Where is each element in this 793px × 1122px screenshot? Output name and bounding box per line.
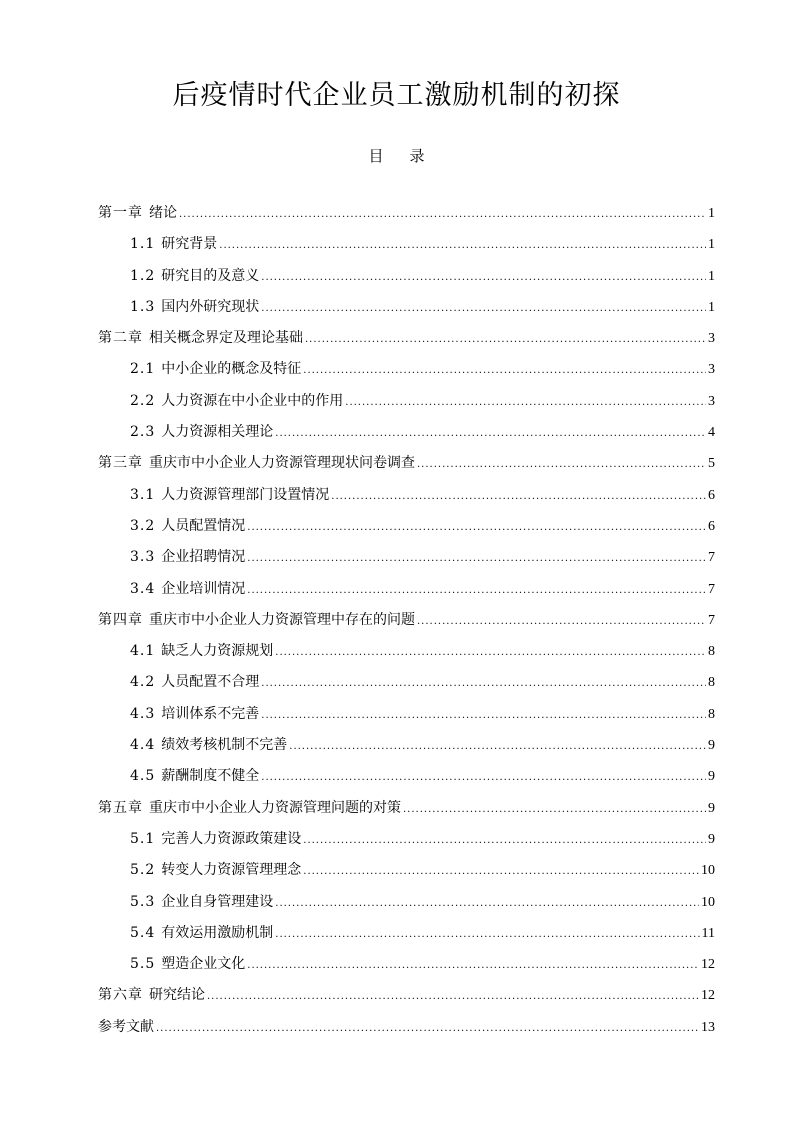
dot-leader xyxy=(331,481,706,512)
toc-page-number: 7 xyxy=(708,550,715,566)
toc-entry-label xyxy=(130,229,217,260)
toc-entry-number: 第四章 xyxy=(98,611,143,628)
toc-page-number: 5 xyxy=(708,456,715,472)
dot-leader xyxy=(417,449,706,480)
toc-page-number: 12 xyxy=(701,957,715,973)
dot-leader xyxy=(275,919,699,950)
toc-entry-number: 第二章 xyxy=(98,330,143,347)
toc-entry-label xyxy=(130,386,343,417)
toc-entry-label xyxy=(130,511,245,542)
dot-leader xyxy=(403,794,706,825)
toc-entry-title: 相关概念界定及理论基础 xyxy=(149,330,303,347)
toc-section-entry[interactable] xyxy=(98,730,715,761)
toc-chapter-entry[interactable] xyxy=(98,198,715,229)
toc-entry-title: 人力资源在中小企业中的作用 xyxy=(161,392,344,409)
toc-entry-number: 4.5 xyxy=(130,768,156,785)
toc-page-number: 9 xyxy=(708,831,715,847)
toc-page-number: 1 xyxy=(708,299,715,315)
toc-section-entry[interactable] xyxy=(98,949,715,980)
toc-entry-label xyxy=(98,1012,154,1043)
toc-entry-title: 重庆市中小企业人力资源管理现状问卷调查 xyxy=(149,455,415,472)
toc-entry-number: 3.3 xyxy=(130,549,156,566)
toc-entry-number: 4.1 xyxy=(130,643,156,660)
dot-leader xyxy=(261,293,706,324)
dot-leader xyxy=(261,762,706,793)
toc-section-entry[interactable] xyxy=(98,761,715,792)
toc-entry-label xyxy=(130,949,245,980)
toc-page-number: 12 xyxy=(701,988,715,1004)
toc-entry-label xyxy=(130,761,259,792)
dot-leader xyxy=(275,888,699,919)
toc-page-number: 8 xyxy=(708,644,715,660)
toc-entry-label xyxy=(130,480,329,511)
toc-entry-number: 4.4 xyxy=(130,737,156,754)
dot-leader xyxy=(303,825,706,856)
toc-entry-label xyxy=(130,354,301,385)
toc-entry-number: 1.3 xyxy=(130,298,156,315)
toc-entry-label xyxy=(130,292,259,323)
toc-entry-title: 薪酬制度不健全 xyxy=(161,768,260,785)
toc-page-number: 7 xyxy=(708,612,715,628)
toc-page-number: 13 xyxy=(701,1019,715,1035)
toc-entry-title: 企业招聘情况 xyxy=(161,549,246,566)
toc-section-entry[interactable] xyxy=(98,887,715,918)
toc-section-entry[interactable] xyxy=(98,229,715,260)
toc-page-number: 6 xyxy=(708,518,715,534)
toc-entry-number: 2.2 xyxy=(130,392,156,409)
toc-entry-title: 中小企业的概念及特征 xyxy=(161,361,302,378)
toc-section-entry[interactable] xyxy=(98,542,715,573)
toc-entry-title: 人员配置情况 xyxy=(161,517,246,534)
toc-entry-label xyxy=(98,448,415,479)
toc-entry-title: 培训体系不完善 xyxy=(161,705,260,722)
toc-page-number: 8 xyxy=(708,675,715,691)
toc-entry-title: 企业自身管理建设 xyxy=(161,893,274,910)
toc-entry-label xyxy=(130,730,287,761)
dot-leader xyxy=(156,1013,699,1044)
toc-entry-title: 人力资源管理部门设置情况 xyxy=(161,486,330,503)
toc-entry-title: 研究结论 xyxy=(149,987,205,1004)
toc-page-number: 10 xyxy=(701,894,715,910)
toc-entry-number: 2.1 xyxy=(130,361,156,378)
toc-entry-number: 2.3 xyxy=(130,424,156,441)
toc-entry-title: 绪论 xyxy=(149,205,177,221)
toc-entry-title: 完善人力资源政策建设 xyxy=(161,830,302,847)
toc-entry-label xyxy=(130,417,273,448)
toc-entry-title: 有效运用激励机制 xyxy=(161,924,274,941)
toc-entry-title: 国内外研究现状 xyxy=(161,298,260,315)
toc-page-number: 1 xyxy=(708,206,715,221)
toc-page-number: 3 xyxy=(708,393,715,409)
toc-section-entry[interactable] xyxy=(98,417,715,448)
toc-entry-number: 3.4 xyxy=(130,580,156,597)
toc-entry-number: 4.2 xyxy=(130,674,156,691)
toc-entry-label xyxy=(130,542,245,573)
toc-section-entry[interactable] xyxy=(98,354,715,385)
toc-entry-label xyxy=(130,887,273,918)
toc-entry-number: 1.1 xyxy=(130,236,156,253)
toc-entry-title: 缺乏人力资源规划 xyxy=(161,643,274,660)
toc-page-number: 6 xyxy=(708,487,715,503)
toc-entry-title: 研究背景 xyxy=(161,236,218,253)
toc-entry-label xyxy=(98,793,401,824)
toc-page-number: 9 xyxy=(708,738,715,754)
toc-entry-number: 3.2 xyxy=(130,517,156,534)
toc-section-entry[interactable] xyxy=(98,918,715,949)
toc-page-number: 9 xyxy=(708,769,715,785)
toc-section-entry[interactable] xyxy=(98,386,715,417)
toc-entry-number: 第五章 xyxy=(98,799,143,816)
toc-entry-label xyxy=(130,636,273,667)
toc-section-entry[interactable] xyxy=(98,699,715,730)
toc-chapter-entry[interactable] xyxy=(98,980,715,1011)
toc-entry-title: 企业培训情况 xyxy=(161,580,246,597)
dot-leader xyxy=(179,199,706,230)
toc-entry-title: 重庆市中小企业人力资源管理中存在的问题 xyxy=(149,611,415,628)
toc-section-entry[interactable] xyxy=(98,636,715,667)
toc-section-entry[interactable] xyxy=(98,667,715,698)
toc-entry-title: 绩效考核机制不完善 xyxy=(161,737,288,754)
toc-entry-title: 重庆市中小企业人力资源管理问题的对策 xyxy=(149,799,401,816)
dot-leader xyxy=(275,637,706,668)
toc-entry-number: 5.5 xyxy=(130,956,156,973)
toc-entry-title: 人员配置不合理 xyxy=(161,674,260,691)
dot-leader xyxy=(219,230,706,261)
dot-leader xyxy=(207,981,699,1012)
toc-section-entry[interactable] xyxy=(98,511,715,542)
toc-entry-label xyxy=(130,855,301,886)
toc-entry-number: 4.3 xyxy=(130,705,156,722)
toc-section-entry[interactable] xyxy=(98,261,715,292)
toc-page-number: 3 xyxy=(708,362,715,378)
toc-entry-number: 1.2 xyxy=(130,267,156,284)
toc-page-number: 11 xyxy=(701,925,715,941)
toc-entry-label xyxy=(130,574,245,605)
toc-chapter-entry[interactable] xyxy=(98,793,715,824)
toc-entry-title: 塑造企业文化 xyxy=(161,956,246,973)
dot-leader xyxy=(303,355,706,386)
toc-entry-label xyxy=(130,824,301,855)
toc-entry-label xyxy=(130,699,259,730)
toc-entry-title: 人力资源相关理论 xyxy=(161,424,274,441)
toc-page-number: 1 xyxy=(708,237,715,253)
toc-page-number: 7 xyxy=(708,581,715,597)
toc-entry-label xyxy=(130,261,259,292)
toc-section-entry[interactable] xyxy=(98,292,715,323)
dot-leader xyxy=(247,543,706,574)
toc-heading-char-1: 目 xyxy=(368,147,384,165)
dot-leader xyxy=(303,856,699,887)
dot-leader xyxy=(275,418,706,449)
toc-entry-label xyxy=(98,198,177,229)
toc-chapter-entry[interactable] xyxy=(98,323,715,354)
toc-chapter-entry[interactable] xyxy=(98,605,715,636)
toc-section-entry[interactable] xyxy=(98,480,715,511)
toc-section-entry[interactable] xyxy=(98,824,715,855)
toc-heading-char-2: 录 xyxy=(409,147,425,165)
toc-entry-title: 转变人力资源管理理念 xyxy=(161,862,302,879)
dot-leader xyxy=(261,262,706,293)
toc-entry-number: 5.4 xyxy=(130,924,156,941)
toc-page-number: 4 xyxy=(708,425,715,441)
toc-entry-number: 5.3 xyxy=(130,893,156,910)
dot-leader xyxy=(247,512,706,543)
dot-leader xyxy=(289,731,706,762)
toc-entry-number: 5.2 xyxy=(130,862,156,879)
dot-leader xyxy=(417,606,706,637)
toc-page-number: 8 xyxy=(708,706,715,722)
toc-page-number: 9 xyxy=(708,800,715,816)
toc-entry-label xyxy=(130,667,259,698)
table-of-contents xyxy=(98,198,715,1043)
toc-entry-number: 3.1 xyxy=(130,486,156,503)
toc-entry-number: 第一章 xyxy=(98,205,143,221)
toc-page-number: 1 xyxy=(708,268,715,284)
toc-chapter-entry[interactable] xyxy=(98,1012,715,1043)
toc-entry-label xyxy=(130,918,273,949)
toc-entry-number: 第六章 xyxy=(98,987,143,1004)
toc-page-number: 10 xyxy=(701,863,715,879)
dot-leader xyxy=(261,700,706,731)
dot-leader xyxy=(305,324,706,355)
toc-page-number: 3 xyxy=(708,331,715,347)
toc-entry-label xyxy=(98,323,303,354)
document-title: 后疫情时代企业员工激励机制的初探 xyxy=(172,80,621,111)
toc-chapter-entry[interactable] xyxy=(98,448,715,479)
toc-section-entry[interactable] xyxy=(98,855,715,886)
dot-leader xyxy=(345,387,706,418)
toc-entry-number: 5.1 xyxy=(130,830,156,847)
toc-entry-number: 第三章 xyxy=(98,455,143,472)
dot-leader xyxy=(247,950,699,981)
dot-leader xyxy=(261,668,706,699)
toc-section-entry[interactable] xyxy=(98,574,715,605)
toc-entry-label xyxy=(98,980,205,1011)
toc-entry-title: 研究目的及意义 xyxy=(161,267,260,284)
toc-entry-title: 参考文献 xyxy=(98,1018,154,1035)
toc-entry-label xyxy=(98,605,415,636)
toc-heading xyxy=(0,146,793,166)
dot-leader xyxy=(247,575,706,606)
